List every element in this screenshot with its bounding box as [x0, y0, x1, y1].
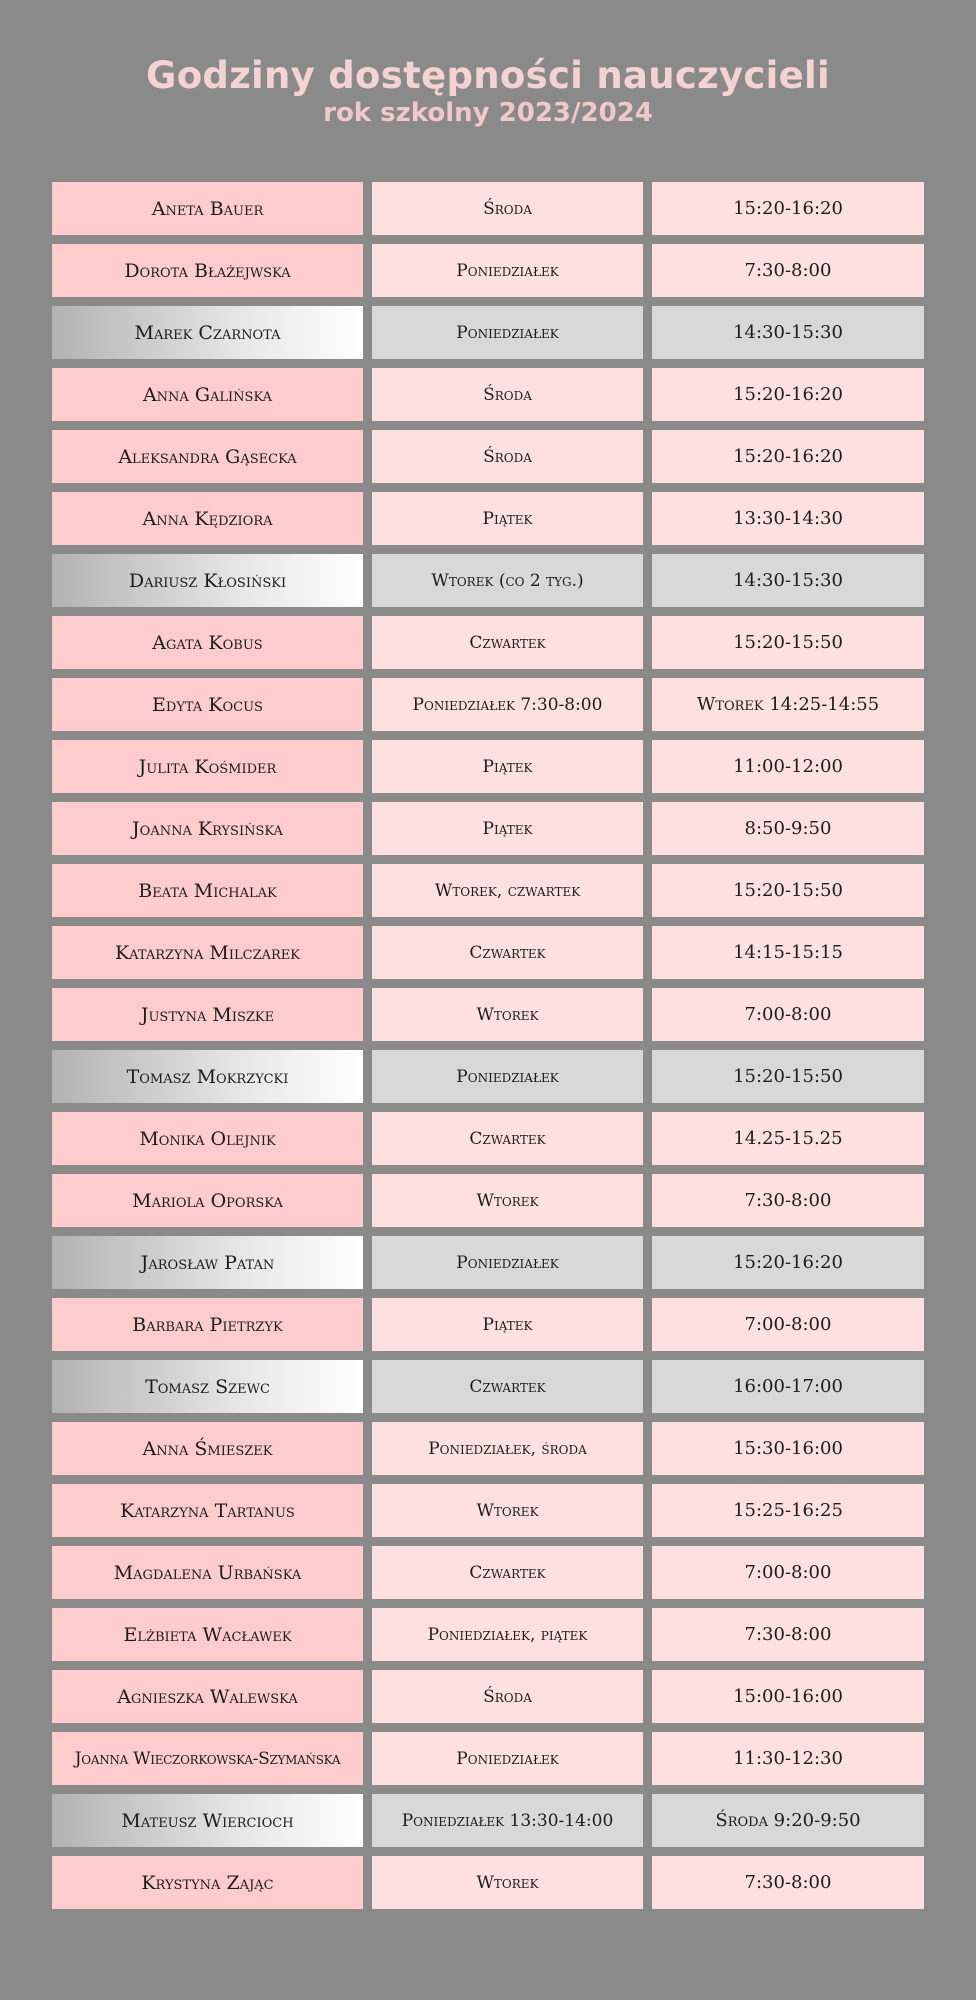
table-row	[52, 1360, 924, 1413]
header	[0, 52, 976, 128]
time-cell: 7:30-8:00	[652, 1608, 924, 1661]
teacher-name-cell: Tomasz Szewc	[52, 1360, 363, 1413]
day-cell: Piątek	[372, 802, 643, 855]
day-cell: Czwartek	[372, 1112, 643, 1165]
table-row	[52, 678, 924, 731]
time-cell: 7:00-8:00	[652, 1546, 924, 1599]
time-cell: 7:30-8:00	[652, 1856, 924, 1909]
table-row	[52, 244, 924, 297]
time-cell: 13:30-14:30	[652, 492, 924, 545]
time-cell: 14.25-15.25	[652, 1112, 924, 1165]
day-cell: Poniedziałek	[372, 1732, 643, 1785]
table-row	[52, 1298, 924, 1351]
teacher-name-cell: Justyna Miszke	[52, 988, 363, 1041]
teacher-name-cell: Elżbieta Wacławek	[52, 1608, 363, 1661]
table-row	[52, 1546, 924, 1599]
teacher-name-cell: Anna Kędziora	[52, 492, 363, 545]
teacher-name-cell: Monika Olejnik	[52, 1112, 363, 1165]
time-cell: 14:15-15:15	[652, 926, 924, 979]
time-cell: 15:00-16:00	[652, 1670, 924, 1723]
time-cell: 7:30-8:00	[652, 244, 924, 297]
day-cell: Wtorek	[372, 1484, 643, 1537]
table-row	[52, 306, 924, 359]
teacher-name-cell: Magdalena Urbańska	[52, 1546, 363, 1599]
teacher-name-cell: Tomasz Mokrzycki	[52, 1050, 363, 1103]
time-cell: Środa 9:20-9:50	[652, 1794, 924, 1847]
teacher-name-cell: Agnieszka Walewska	[52, 1670, 363, 1723]
table-row	[52, 1794, 924, 1847]
time-cell: 14:30-15:30	[652, 554, 924, 607]
day-cell: Piątek	[372, 1298, 643, 1351]
day-cell: Poniedziałek	[372, 1236, 643, 1289]
teacher-name-cell: Joanna Wieczorkowska-Szymańska	[52, 1732, 363, 1785]
teacher-name-cell: Anna Śmieszek	[52, 1422, 363, 1475]
teacher-name-cell: Katarzyna Tartanus	[52, 1484, 363, 1537]
time-cell: Wtorek 14:25-14:55	[652, 678, 924, 731]
table-row	[52, 988, 924, 1041]
teacher-name-cell: Beata Michalak	[52, 864, 363, 917]
table-row	[52, 368, 924, 421]
time-cell: 15:20-16:20	[652, 182, 924, 235]
time-cell: 8:50-9:50	[652, 802, 924, 855]
teacher-name-cell: Jarosław Patan	[52, 1236, 363, 1289]
table-row	[52, 1236, 924, 1289]
day-cell: Wtorek	[372, 988, 643, 1041]
time-cell: 11:00-12:00	[652, 740, 924, 793]
teacher-name-cell: Dorota Błażejwska	[52, 244, 363, 297]
time-cell: 14:30-15:30	[652, 306, 924, 359]
day-cell: Czwartek	[372, 1360, 643, 1413]
time-cell: 11:30-12:30	[652, 1732, 924, 1785]
time-cell: 7:00-8:00	[652, 988, 924, 1041]
day-cell: Poniedziałek 13:30-14:00	[372, 1794, 643, 1847]
teacher-name-cell: Krystyna Zając	[52, 1856, 363, 1909]
table-row	[52, 182, 924, 235]
day-cell: Poniedziałek	[372, 306, 643, 359]
teacher-name-cell: Dariusz Kłosiński	[52, 554, 363, 607]
teacher-name-cell: Katarzyna Milczarek	[52, 926, 363, 979]
teacher-name-cell: Edyta Kocus	[52, 678, 363, 731]
day-cell: Piątek	[372, 740, 643, 793]
day-cell: Piątek	[372, 492, 643, 545]
time-cell: 15:20-16:20	[652, 368, 924, 421]
table-row	[52, 864, 924, 917]
day-cell: Środa	[372, 1670, 643, 1723]
table-row	[52, 1856, 924, 1909]
time-cell: 7:00-8:00	[652, 1298, 924, 1351]
time-cell: 15:20-15:50	[652, 864, 924, 917]
time-cell: 15:20-16:20	[652, 430, 924, 483]
day-cell: Poniedziałek	[372, 1050, 643, 1103]
page-title: Godziny dostępności nauczycieli	[146, 54, 830, 97]
day-cell: Poniedziałek, piątek	[372, 1608, 643, 1661]
teacher-name-cell: Marek Czarnota	[52, 306, 363, 359]
table-row	[52, 1732, 924, 1785]
table-row	[52, 926, 924, 979]
time-cell: 15:20-15:50	[652, 1050, 924, 1103]
day-cell: Poniedziałek, środa	[372, 1422, 643, 1475]
page-subtitle: rok szkolny 2023/2024	[323, 98, 653, 128]
time-cell: 15:25-16:25	[652, 1484, 924, 1537]
day-cell: Środa	[372, 182, 643, 235]
teacher-name-cell: Mariola Oporska	[52, 1174, 363, 1227]
day-cell: Środa	[372, 430, 643, 483]
table-row	[52, 1422, 924, 1475]
day-cell: Środa	[372, 368, 643, 421]
table-row	[52, 740, 924, 793]
time-cell: 16:00-17:00	[652, 1360, 924, 1413]
table-row	[52, 554, 924, 607]
day-cell: Wtorek	[372, 1174, 643, 1227]
table-row	[52, 1112, 924, 1165]
time-cell: 7:30-8:00	[652, 1174, 924, 1227]
teacher-name-cell: Aneta Bauer	[52, 182, 363, 235]
teacher-name-cell: Joanna Krysińska	[52, 802, 363, 855]
day-cell: Poniedziałek	[372, 244, 643, 297]
day-cell: Wtorek (co 2 tyg.)	[372, 554, 643, 607]
day-cell: Poniedziałek 7:30-8:00	[372, 678, 643, 731]
table-row	[52, 1484, 924, 1537]
teacher-name-cell: Anna Galińska	[52, 368, 363, 421]
table-row	[52, 616, 924, 669]
table-row	[52, 1670, 924, 1723]
day-cell: Czwartek	[372, 926, 643, 979]
teacher-name-cell: Mateusz Wierciоch	[52, 1794, 363, 1847]
teacher-name-cell: Aleksandra Gąsecka	[52, 430, 363, 483]
table-row	[52, 1174, 924, 1227]
day-cell: Czwartek	[372, 1546, 643, 1599]
time-cell: 15:20-15:50	[652, 616, 924, 669]
table-row	[52, 1050, 924, 1103]
day-cell: Czwartek	[372, 616, 643, 669]
day-cell: Wtorek, czwartek	[372, 864, 643, 917]
table-row	[52, 802, 924, 855]
teacher-name-cell: Julita Kośmider	[52, 740, 363, 793]
time-cell: 15:30-16:00	[652, 1422, 924, 1475]
teacher-name-cell: Barbara Pietrzyk	[52, 1298, 363, 1351]
teacher-name-cell: Agata Kobus	[52, 616, 363, 669]
table-row	[52, 1608, 924, 1661]
table-row	[52, 430, 924, 483]
availability-table	[52, 182, 924, 1918]
table-row	[52, 492, 924, 545]
day-cell: Wtorek	[372, 1856, 643, 1909]
time-cell: 15:20-16:20	[652, 1236, 924, 1289]
